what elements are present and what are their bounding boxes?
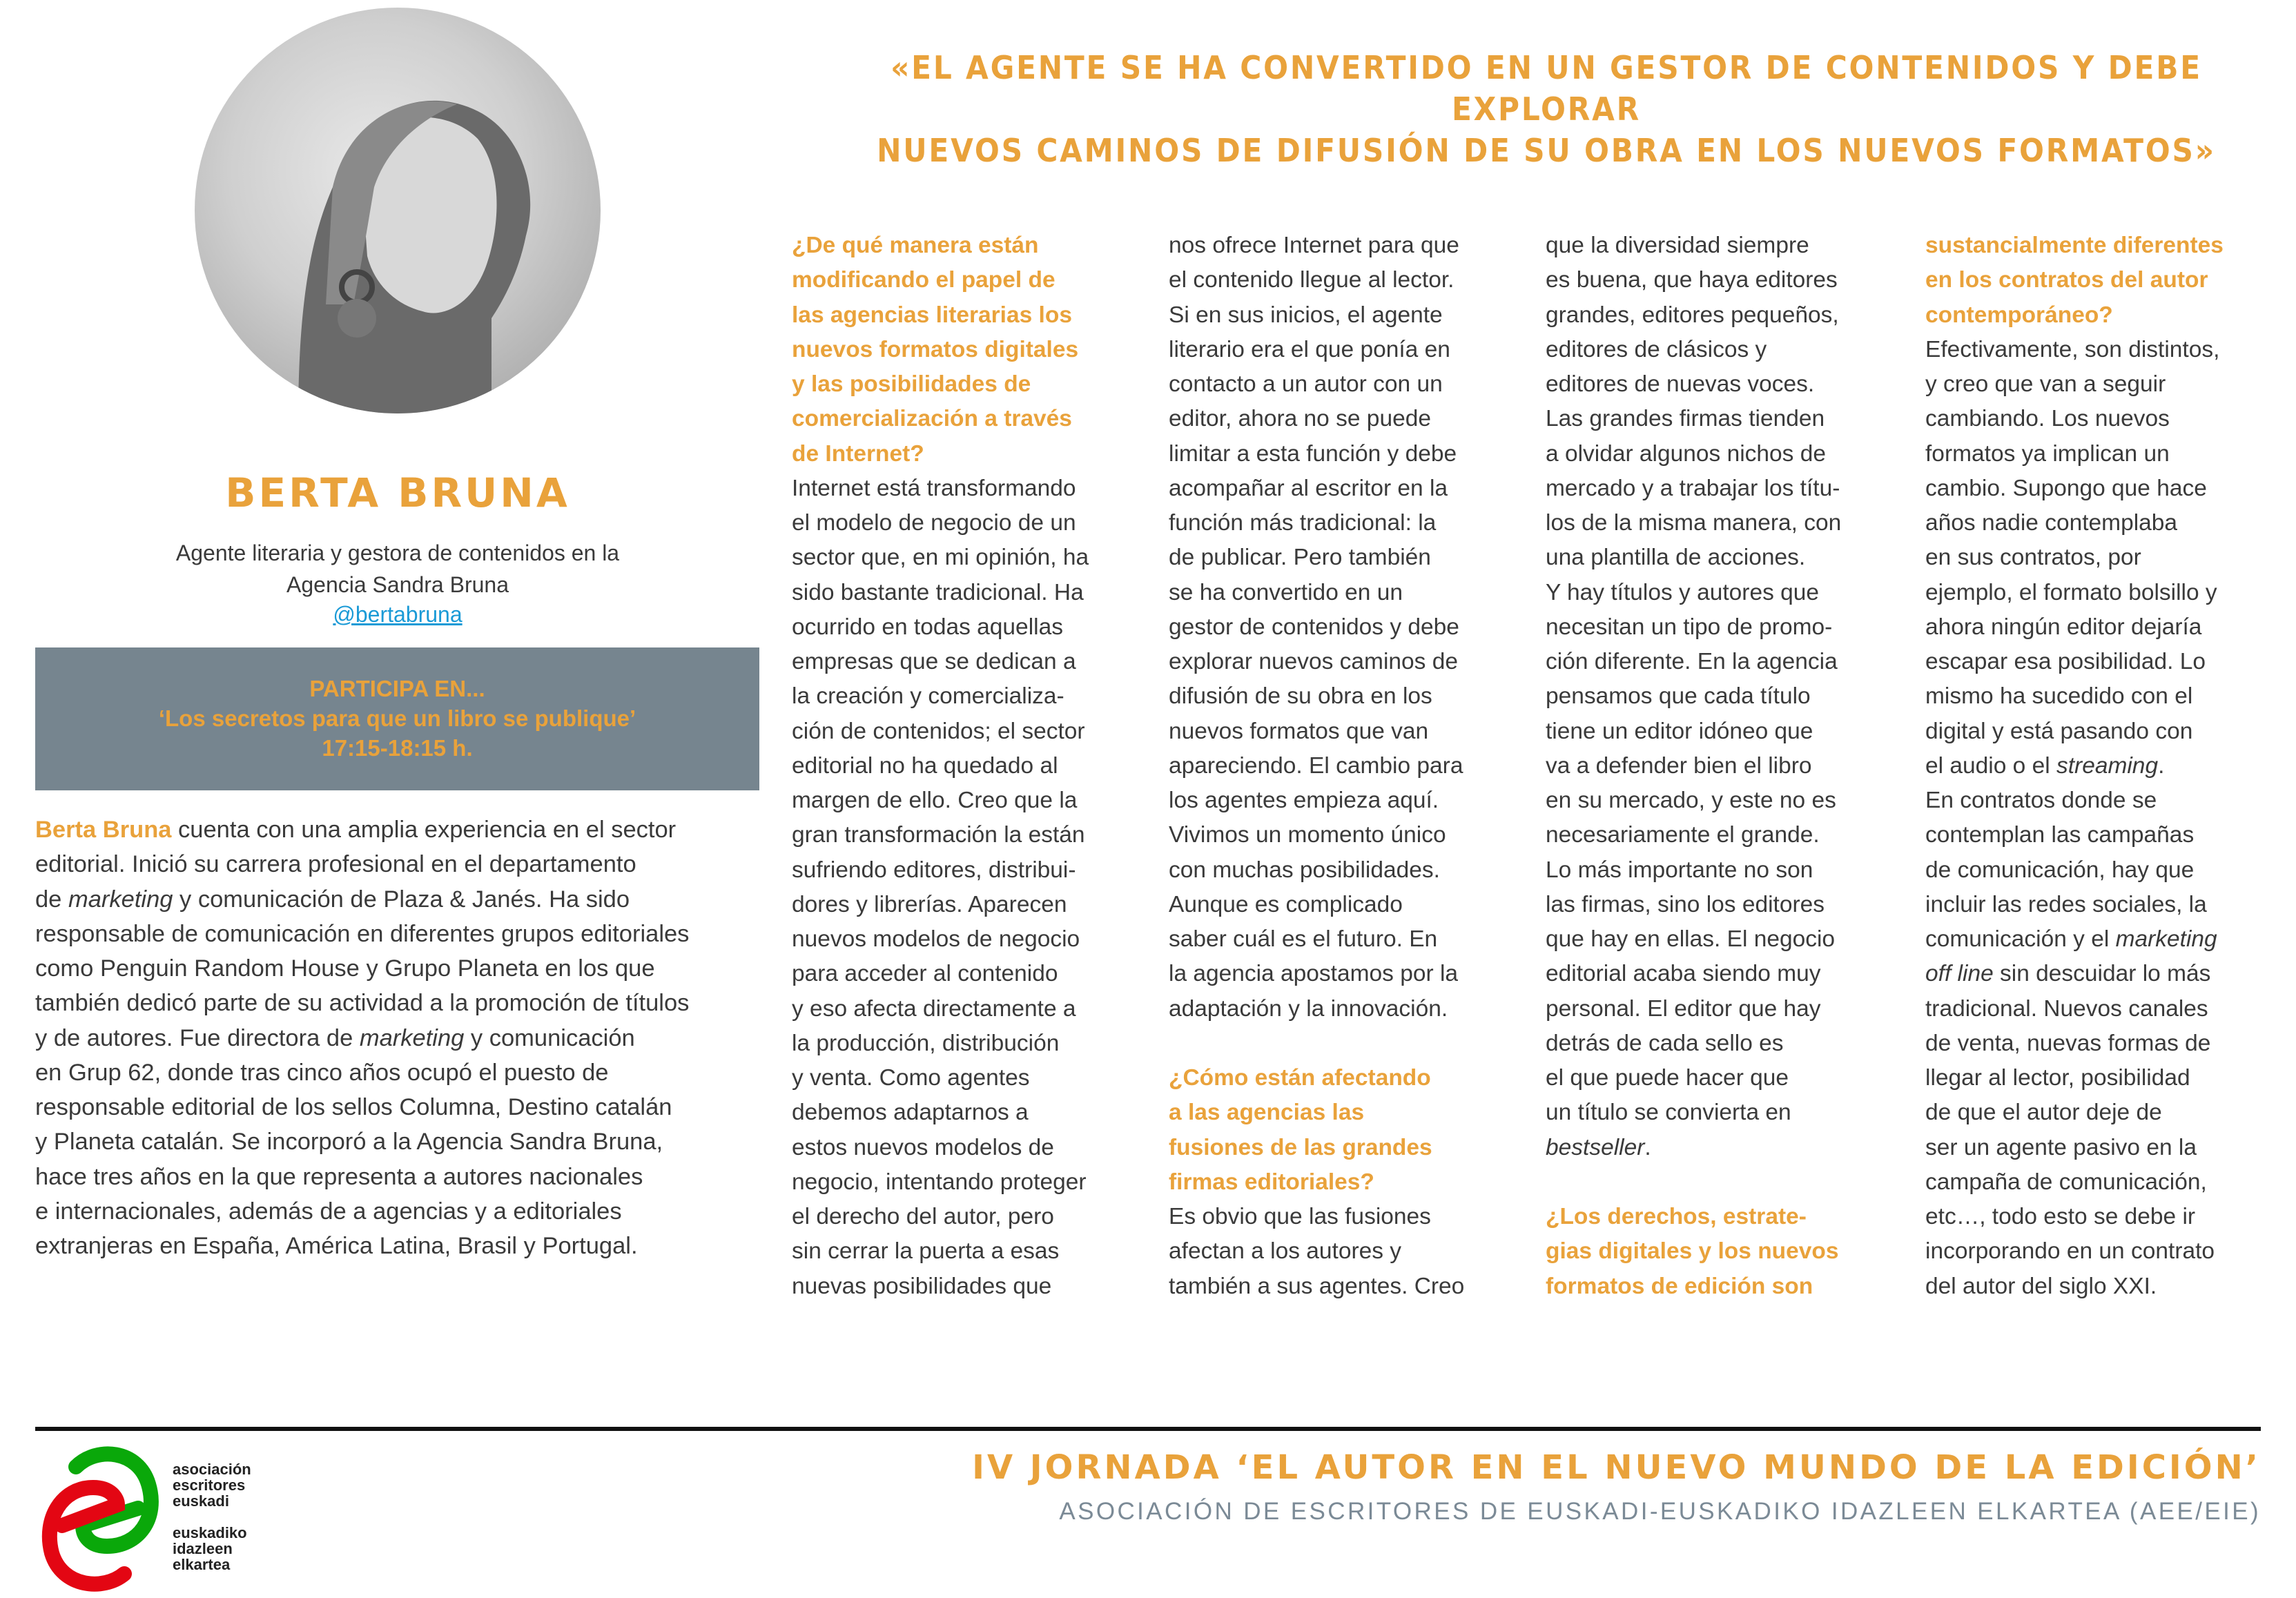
text-line: nos ofrece Internet para que xyxy=(1169,233,1459,258)
text-segment: comunicación y el xyxy=(1925,926,2116,952)
text-segment: y comunicación de Plaza & Janés. Ha sido xyxy=(173,886,630,913)
text-line xyxy=(1546,1200,1841,1234)
text-line: función más tradicional: la xyxy=(1169,510,1437,536)
text-line xyxy=(35,1021,689,1055)
pull-quote xyxy=(822,47,2270,171)
text-line: Aunque es complicado xyxy=(1169,891,1403,917)
logo-text xyxy=(173,1461,251,1572)
italic-text: streaming xyxy=(2056,752,2159,779)
logo-text-line: euskadi xyxy=(173,1492,229,1510)
text-line xyxy=(792,228,1089,263)
text-line: el que puede hacer que xyxy=(1546,1065,1789,1091)
text-line: gran transformación la están xyxy=(792,822,1085,848)
text-line: grandes, editores pequeños, xyxy=(1546,302,1839,328)
text-line: ción de contenidos; el sector xyxy=(792,718,1085,744)
text-line: editorial. Inició su carrera profesional en el departamento xyxy=(35,851,636,878)
highlight-text: modificando el papel de xyxy=(792,267,1055,293)
text-line: cambiando. Los nuevos xyxy=(1925,406,2170,432)
text-line: una plantilla de acciones. xyxy=(1546,545,1806,571)
highlight-text: firmas editoriales? xyxy=(1169,1169,1374,1195)
text-line: el modelo de negocio de un xyxy=(792,510,1076,536)
article-column-4 xyxy=(1925,228,2224,1304)
text-segment: y comunicación xyxy=(464,1024,635,1051)
text-line xyxy=(1169,1165,1464,1200)
text-line: editor, ahora no se puede xyxy=(1169,406,1431,432)
text-line: Lo más importante no son xyxy=(1546,857,1813,883)
text-line: difusión de su obra en los xyxy=(1169,683,1432,710)
text-line xyxy=(1169,1131,1464,1165)
text-segment: y de autores. Fue directora de xyxy=(35,1024,360,1051)
text-line: literario era el que ponía en xyxy=(1169,336,1450,362)
text-line: acompañar al escritor en la xyxy=(1169,475,1448,501)
text-line: de venta, nuevas formas de xyxy=(1925,1030,2211,1056)
text-line: responsable de comunicación en diferentes grupos editoriales xyxy=(35,920,690,947)
text-line: limitar a esta función y debe xyxy=(1169,440,1457,467)
text-line: digital y está pasando con xyxy=(1925,718,2193,744)
text-segment: de xyxy=(35,886,68,913)
text-line: editores de clásicos y xyxy=(1546,336,1767,362)
text-line: a olvidar algunos nichos de xyxy=(1546,440,1826,467)
text-line: nuevos formatos que van xyxy=(1169,718,1429,744)
text-line: sin cerrar la puerta a esas xyxy=(792,1238,1060,1265)
text-line: la producción, distribución xyxy=(792,1030,1060,1056)
text-line: la agencia apostamos por la xyxy=(1169,961,1459,987)
italic-text: bestseller xyxy=(1546,1134,1645,1160)
text-line: mercado y a trabajar los títu- xyxy=(1546,475,1840,501)
text-line xyxy=(35,882,689,917)
text-line: el derecho del autor, pero xyxy=(792,1204,1054,1229)
text-line: años nadie contemplaba xyxy=(1925,510,2178,536)
author-role xyxy=(35,537,760,601)
text-line: debemos adaptarnos a xyxy=(792,1100,1029,1126)
logo-text-line: asociación xyxy=(173,1461,251,1478)
highlight-text: gias digitales y los nuevos xyxy=(1546,1238,1839,1265)
text-line: en sus contratos, por xyxy=(1925,545,2141,571)
text-line: negocio, intentando proteger xyxy=(792,1169,1087,1195)
text-line: necesariamente el grande. xyxy=(1546,822,1820,848)
text-line xyxy=(1169,1061,1464,1095)
portrait-photo xyxy=(195,8,601,413)
text-line: ser un agente pasivo en la xyxy=(1925,1134,2197,1160)
text-line xyxy=(792,367,1089,402)
text-line: como Penguin Random House y Grupo Planeta en los que xyxy=(35,955,655,982)
footer-title: IV JORNADA ‘EL AUTOR EN EL NUEVO MUNDO DE LA EDICIÓN’ xyxy=(972,1448,2261,1487)
text-line: un título se convierta en xyxy=(1546,1100,1791,1126)
highlight-text: ¿De qué manera están xyxy=(792,233,1039,258)
text-line: Si en sus inicios, el agente xyxy=(1169,302,1443,328)
text-line: pensamos que cada título xyxy=(1546,683,1811,710)
text-line: apareciendo. El cambio para xyxy=(1169,752,1463,779)
highlight-text: ¿Cómo están afectando xyxy=(1169,1065,1431,1091)
text-line: ción diferente. En la agencia xyxy=(1546,649,1838,674)
event-label: PARTICIPA EN... xyxy=(309,676,485,701)
text-line: afectan a los autores y xyxy=(1169,1238,1402,1265)
text-line: contacto a un autor con un xyxy=(1169,371,1443,397)
author-role-line-1: Agente literaria y gestora de contenidos en la xyxy=(175,540,620,565)
text-line: tradicional. Nuevos canales xyxy=(1925,995,2208,1022)
text-line: el contenido llegue al lector. xyxy=(1169,267,1455,293)
pull-quote-line-1: «EL AGENTE SE HA CONVERTIDO EN UN GESTOR DE CONTENIDOS Y DEBE EXPLORAR xyxy=(891,49,2202,128)
italic-text: marketing xyxy=(359,1024,465,1051)
text-line: necesitan un tipo de promo- xyxy=(1546,614,1833,640)
text-line: sector que, en mi opinión, ha xyxy=(792,545,1089,571)
text-line xyxy=(1546,1165,1841,1200)
italic-text: marketing xyxy=(68,886,173,913)
text-segment: cuenta con una amplia experiencia en el sector xyxy=(171,817,677,843)
text-line: que hay en ellas. El negocio xyxy=(1546,926,1836,952)
text-line: hace tres años en la que representa a autores nacionales xyxy=(35,1163,643,1190)
text-line: de comunicación, hay que xyxy=(1925,857,2195,883)
author-name: BERTA BRUNA xyxy=(225,469,570,516)
text-line: la creación y comercializa- xyxy=(792,683,1064,710)
text-line: extranjeras en España, América Latina, Brasil y Portugal. xyxy=(35,1233,638,1259)
text-line: Y hay títulos y autores que xyxy=(1546,579,1820,605)
text-segment: el audio o el xyxy=(1925,752,2056,779)
text-line: en Grup 62, donde tras cinco años ocupó el puesto de xyxy=(35,1059,609,1086)
text-line: tiene un editor idóneo que xyxy=(1546,718,1813,744)
text-segment: sin descuidar lo más xyxy=(1993,961,2211,987)
text-line: va a defender bien el libro xyxy=(1546,752,1812,779)
article-column-3 xyxy=(1546,228,1841,1304)
italic-text: marketing xyxy=(2115,926,2217,952)
text-line: nuevas posibilidades que xyxy=(792,1273,1052,1299)
text-line: responsable editorial de los sellos Columna, Destino catalán xyxy=(35,1094,672,1120)
text-line: Efectivamente, son distintos, xyxy=(1925,336,2220,362)
twitter-handle-link[interactable]: @bertabruna xyxy=(333,602,463,627)
footer-subtitle: ASOCIACIÓN DE ESCRITORES DE EUSKADI-EUSKADIKO IDAZLEEN ELKARTEA (AEE/EIE) xyxy=(1059,1498,2261,1525)
text-line: y creo que van a seguir xyxy=(1925,371,2166,397)
text-line xyxy=(1169,1026,1464,1061)
text-line: Las grandes firmas tienden xyxy=(1546,406,1825,432)
text-line: mismo ha sucedido con el xyxy=(1925,683,2193,710)
italic-text: off line xyxy=(1925,961,1994,987)
text-line: etc…, todo esto se debe ir xyxy=(1925,1204,2196,1229)
text-line: en su mercado, y este no es xyxy=(1546,788,1836,813)
article-column-2 xyxy=(1169,228,1464,1304)
text-line: formatos ya implican un xyxy=(1925,440,2170,467)
text-line: sufriendo editores, distribui- xyxy=(792,857,1076,883)
text-line xyxy=(1546,1234,1841,1269)
text-line: En contratos donde se xyxy=(1925,788,2157,813)
text-line: incluir las redes sociales, la xyxy=(1925,891,2207,917)
text-line: también a sus agentes. Creo xyxy=(1169,1273,1465,1299)
highlight-text: las agencias literarias los xyxy=(792,302,1072,328)
text-line: con muchas posibilidades. xyxy=(1169,857,1440,883)
text-segment: . xyxy=(1644,1134,1651,1160)
text-line: ahora ningún editor dejaría xyxy=(1925,614,2202,640)
author-bio xyxy=(35,812,689,1263)
author-role-line-2: Agencia Sandra Bruna xyxy=(286,572,509,597)
text-line: e internacionales, además de a agencias y a editoriales xyxy=(35,1198,622,1225)
logo-text-line: elkartea xyxy=(173,1556,231,1573)
text-line: se ha convertido en un xyxy=(1169,579,1403,605)
text-line: Es obvio que las fusiones xyxy=(1169,1204,1431,1229)
logo-text-line: idazleen xyxy=(173,1540,233,1557)
text-line: saber cuál es el futuro. En xyxy=(1169,926,1438,952)
highlight-text: y las posibilidades de xyxy=(792,371,1031,397)
highlight-text: en los contratos del autor xyxy=(1925,267,2208,293)
text-line xyxy=(1925,298,2224,333)
text-line: empresas que se dedican a xyxy=(792,649,1076,674)
text-line: margen de ello. Creo que la xyxy=(792,788,1078,813)
text-line: gestor de contenidos y debe xyxy=(1169,614,1459,640)
highlight-text: formatos de edición son xyxy=(1546,1273,1813,1299)
text-line xyxy=(1925,228,2224,263)
highlight-text: fusiones de las grandes xyxy=(1169,1134,1432,1160)
text-line: editores de nuevas voces. xyxy=(1546,371,1815,397)
text-line xyxy=(792,402,1089,436)
logo-text-line: escritores xyxy=(173,1477,246,1494)
highlight-text: a las agencias las xyxy=(1169,1100,1365,1126)
text-line xyxy=(1925,957,2224,991)
text-line: que la diversidad siempre xyxy=(1546,233,1809,258)
event-time: 17:15-18:15 h. xyxy=(322,735,473,761)
footer-divider xyxy=(35,1427,2261,1431)
highlight-text: contemporáneo? xyxy=(1925,302,2113,328)
text-line: editorial acaba siendo muy xyxy=(1546,961,1821,987)
text-line: incorporando en un contrato xyxy=(1925,1238,2215,1265)
text-line: nuevos modelos de negocio xyxy=(792,926,1080,952)
text-line: editorial no ha quedado al xyxy=(792,752,1058,779)
text-line xyxy=(1925,263,2224,298)
text-line xyxy=(792,263,1089,298)
portrait-image xyxy=(195,8,601,413)
text-line: contemplan las campañas xyxy=(1925,822,2195,848)
text-line: campaña de comunicación, xyxy=(1925,1169,2207,1195)
highlight-text: nuevos formatos digitales xyxy=(792,336,1079,362)
text-line: y eso afecta directamente a xyxy=(792,995,1076,1022)
text-line: detrás de cada sello es xyxy=(1546,1030,1784,1056)
text-line: estos nuevos modelos de xyxy=(792,1134,1054,1160)
highlight-text: sustancialmente diferentes xyxy=(1925,233,2224,258)
text-line xyxy=(792,298,1089,333)
event-box xyxy=(35,647,759,790)
text-segment: . xyxy=(2158,752,2165,779)
text-line: escapar esa posibilidad. Lo xyxy=(1925,649,2206,674)
text-line: las firmas, sino los editores xyxy=(1546,891,1825,917)
text-line: ejemplo, el formato bolsillo y xyxy=(1925,579,2217,605)
highlight-text: comercialización a través xyxy=(792,406,1072,432)
text-line: del autor del siglo XXI. xyxy=(1925,1273,2157,1299)
text-line xyxy=(792,333,1089,367)
text-line: ocurrido en todas aquellas xyxy=(792,614,1063,640)
text-line: los de la misma manera, con xyxy=(1546,510,1842,536)
text-line: Internet está transformando xyxy=(792,475,1076,501)
text-line: para acceder al contenido xyxy=(792,961,1058,987)
text-line xyxy=(1546,1131,1841,1165)
article-column-1 xyxy=(792,228,1089,1304)
text-line xyxy=(1169,1095,1464,1130)
pull-quote-line-2: NUEVOS CAMINOS DE DIFUSIÓN DE SU OBRA EN LOS NUEVOS FORMATOS» xyxy=(877,132,2216,169)
highlight-text: ¿Los derechos, estrate- xyxy=(1546,1204,1807,1229)
text-line: de publicar. Pero también xyxy=(1169,545,1431,571)
text-line xyxy=(792,437,1089,471)
text-line: Vivimos un momento único xyxy=(1169,822,1446,848)
text-line xyxy=(1546,1269,1841,1304)
text-line: también dedicó parte de su actividad a la promoción de títulos xyxy=(35,990,690,1017)
text-line: personal. El editor que hay xyxy=(1546,995,1821,1022)
text-line: es buena, que haya editores xyxy=(1546,267,1838,293)
text-line: sido bastante tradicional. Ha xyxy=(792,579,1084,605)
text-line xyxy=(1925,922,2224,957)
text-line: de que el autor deje de xyxy=(1925,1100,2162,1126)
text-line: y venta. Como agentes xyxy=(792,1065,1030,1091)
logo-mark-icon xyxy=(35,1443,173,1595)
text-line: cambio. Supongo que hace xyxy=(1925,475,2207,501)
logo-text-line: euskadiko xyxy=(173,1524,247,1541)
highlight-text: Berta Bruna xyxy=(35,817,172,843)
event-title: ‘Los secretos para que un libro se publique’ xyxy=(158,705,636,731)
text-line: los agentes empieza aquí. xyxy=(1169,788,1439,813)
highlight-text: de Internet? xyxy=(792,440,924,467)
text-line: adaptación y la innovación. xyxy=(1169,995,1448,1022)
text-line: llegar al lector, posibilidad xyxy=(1925,1065,2190,1091)
text-line: dores y librerías. Aparecen xyxy=(792,891,1067,917)
text-line xyxy=(35,812,689,847)
text-line: y Planeta catalán. Se incorporó a la Agencia Sandra Bruna, xyxy=(35,1129,663,1156)
text-line: explorar nuevos caminos de xyxy=(1169,649,1458,674)
text-line xyxy=(1925,749,2224,783)
